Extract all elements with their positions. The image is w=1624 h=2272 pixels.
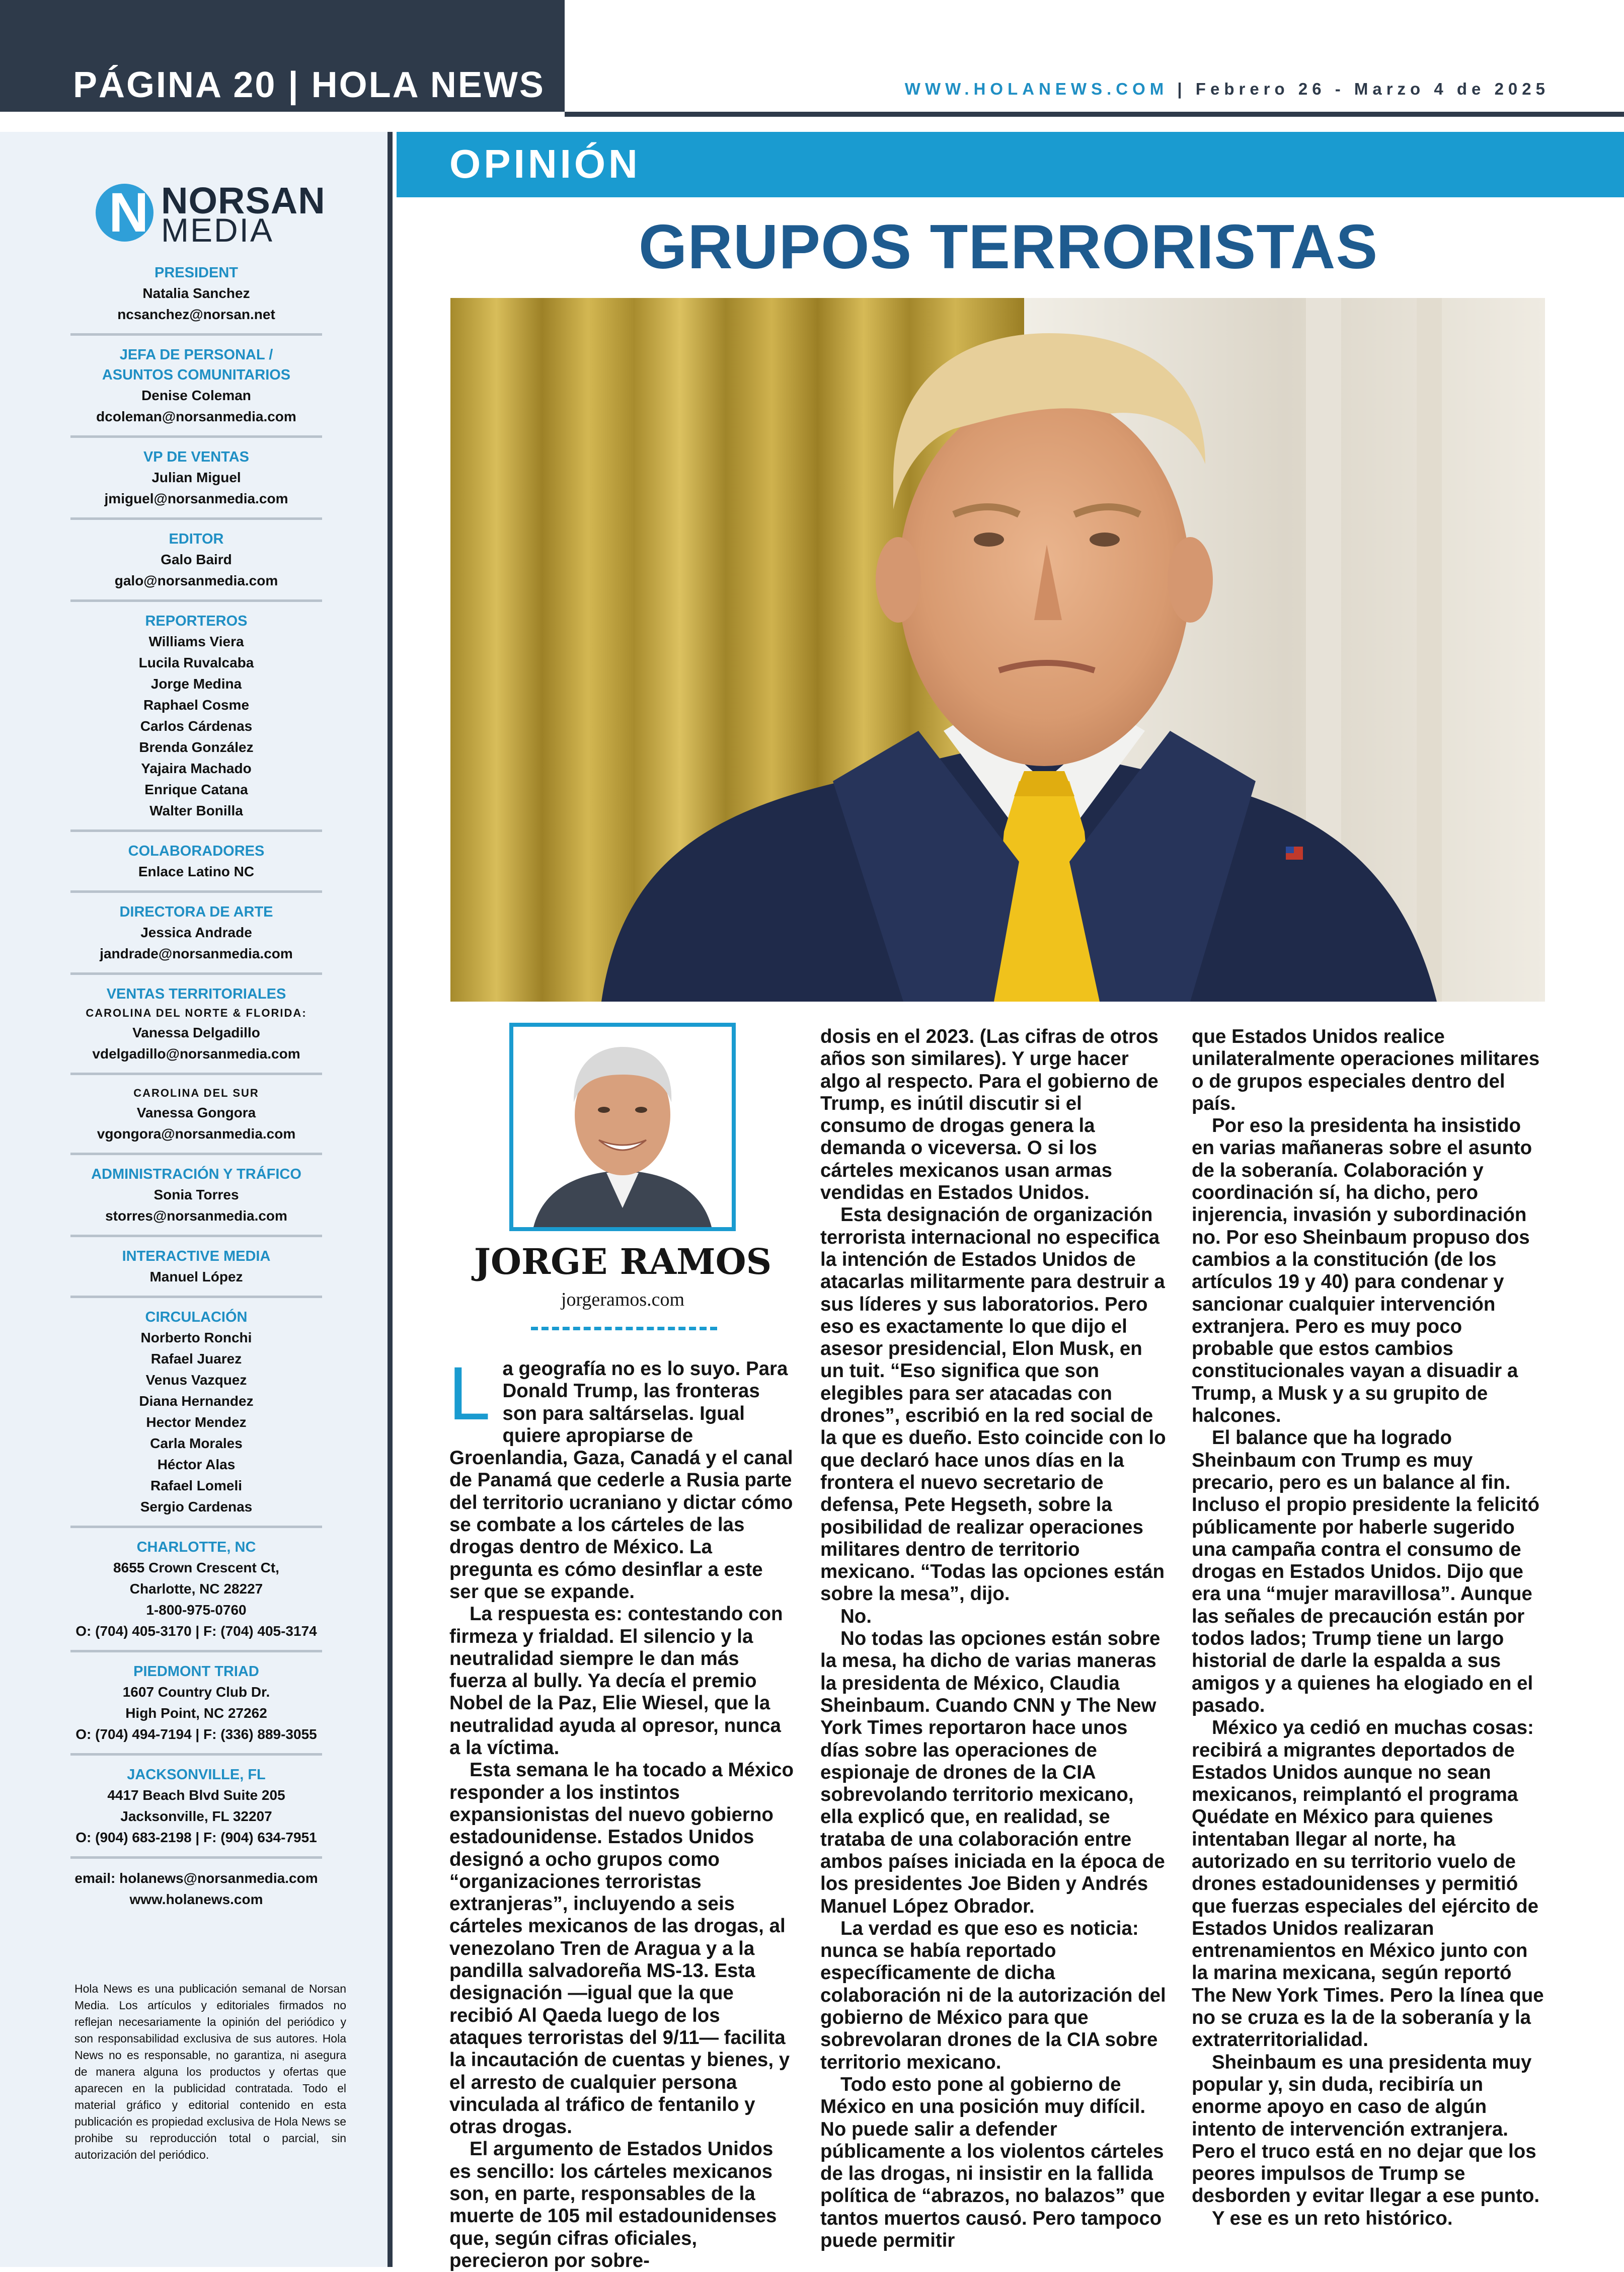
author-divider [531,1327,717,1330]
staff-email[interactable]: dcoleman@norsanmedia.com [96,409,296,424]
staff-name: Brenda González [139,739,254,755]
phone-line: O: (904) 683-2198 | F: (904) 634-7951 [75,1830,317,1845]
staff-name: Rafael Juarez [150,1351,242,1367]
staff-collaborators [70,840,322,893]
staff-email[interactable]: jmiguel@norsanmedia.com [104,491,288,506]
staff-name: Jessica Andrade [140,925,252,940]
staff-south-carolina [70,1083,322,1155]
page-label: PÁGINA 20 | HOLA NEWS [73,65,545,105]
office-piedmont [70,1660,322,1756]
staff-president [70,262,322,336]
staff-admin [70,1163,322,1237]
article-paragraph: Y ese es un reto histórico. [1212,2207,1453,2229]
staff-email[interactable]: ncsanchez@norsan.net [117,307,275,322]
article-paragraph: La respuesta es: contestando con firmeza y frialdad. El silencio y la neutralidad siempre le dan más fuerza al bully. Ya decía el premio Nobel de la Paz, Elie Wiesel, que la neutralidad ayuda al opresor, nunca a la víctima. [449,1603,783,1759]
section-sublabel: CAROLINA DEL NORTE & FLORIDA: [86,1007,307,1019]
staff-name: Williams Viera [148,634,244,649]
staff-art-director [70,901,322,975]
staff-name: Yajaira Machado [141,761,252,776]
author-name: JORGE RAMOS [474,1241,772,1282]
staff-name: Rafael Lomeli [150,1478,243,1493]
article-paragraph: No todas las opciones están sobre la mesa, ha dicho de varias maneras la presidenta de México, Claudia Sheinbaum. Cuando CNN y The New York Times reportaron hace unos días sobre las operaciones de espionaje de drones de la CIA sobrevolando territorio mexicano, ella explicó que, en realidad, se trataba de una colaboración entre ambos países iniciada en la época de los presidentes Joe Biden y Andrés Manuel López Obrador. [820,1628,1165,1917]
article-headline: GRUPOS TERRORISTAS [638,212,1378,282]
staff-name: Carla Morales [150,1435,243,1451]
section-label: CIRCULACIÓN [145,1309,248,1325]
staff-name: Norberto Ronchi [140,1330,252,1345]
header-rule [565,112,1624,117]
page-header-block [0,0,565,112]
norsan-media-logo [96,180,327,249]
article-photo [450,298,1545,1002]
staff-name: Natalia Sanchez [142,285,250,301]
section-label: PRESIDENT [154,265,238,281]
staff-name: Enlace Latino NC [138,864,255,879]
article-column-1 [448,1351,797,2271]
staff-name: Vanessa Gongora [136,1105,256,1120]
staff-name: Lucila Ruvalcaba [138,655,254,670]
staff-circulation [70,1306,322,1528]
staff-name: Diana Hernandez [139,1393,254,1409]
staff-email[interactable]: vgongora@norsanmedia.com [97,1126,296,1142]
staff-email[interactable]: vdelgadillo@norsanmedia.com [92,1046,300,1062]
section-label: REPORTEROS [145,613,248,629]
staff-editor [70,528,322,602]
staff-name: Carlos Cárdenas [140,718,253,734]
section-label: ADMINISTRACIÓN Y TRÁFICO [91,1166,301,1182]
staff-name: Hector Mendez [146,1414,247,1430]
staff-name: Raphael Cosme [143,697,250,713]
staff-name: Enrique Catana [144,782,248,797]
article-column-2 [820,1026,1170,2252]
article-column-3 [1192,1026,1544,2229]
staff-territorial-sales [70,983,322,1075]
office-jacksonville [70,1764,322,1859]
author-website[interactable]: jorgeramos.com [561,1289,685,1310]
staff-reporters [70,610,322,832]
header-website-date [905,80,1550,99]
author-portrait-illustration [513,1027,732,1227]
phone-line: 1-800-975-0760 [146,1602,247,1618]
website-link[interactable]: WWW.HOLANEWS.COM [904,80,1169,98]
section-sublabel: CAROLINA DEL SUR [133,1087,259,1099]
section-label: JACKSONVILLE, FL [127,1767,266,1783]
section-label: DIRECTORA DE ARTE [119,904,273,920]
paragraph-text: a geografía no es lo suyo. Para Donald Trump, las fronteras son para saltárselas. Igual quiere apropiarse de Groenlandia, Gaza, Canadá y el canal de Panamá que cederle a Rusia parte del territorio ucraniano y dictar cómo se combate a los cárteles de las drogas dentro de México. La pregunta es cómo desinflar a este ser que se expande. [449,1358,793,1603]
article-paragraph: El balance que ha logrado Sheinbaum con Trump es muy precario, pero es un balance al fin. Incluso el propio presidente la felicitó públicamente por haberle sugerido una campaña contra el consumo de drogas en Estados Unidos. Dijo que era una “mujer maravillosa”. Aunque las señales de precaución están por todos lados; Trump tiene un largo historial de darle la espalda a sus amigos y a quienes ha elogiado en el pasado. [1192,1427,1539,1716]
sidebar-divider [388,132,393,2267]
section-label: COLABORADORES [128,843,265,859]
address-line: Charlotte, NC 28227 [129,1581,263,1597]
phone-line: O: (704) 494-7194 | F: (336) 889-3055 [75,1726,317,1742]
section-banner [397,132,1624,197]
article-paragraph: No. [840,1605,872,1627]
staff-vp-sales [70,446,322,520]
section-label: INTERACTIVE MEDIA [122,1248,271,1264]
section-label: PIEDMONT TRIAD [133,1663,259,1680]
staff-name: Sonia Torres [153,1187,239,1202]
drop-cap: L [448,1351,491,1435]
article-paragraph [448,1351,797,1603]
section-label: VP DE VENTAS [143,449,250,465]
contact-web[interactable]: www.holanews.com [129,1891,263,1907]
staff-email[interactable]: storres@norsanmedia.com [105,1208,287,1224]
logo-brand-bottom: MEDIA [161,211,274,249]
logo-mark-letter: N [109,182,149,244]
issue-date: | Febrero 26 - Marzo 4 de 2025 [1168,80,1550,98]
staff-name: Héctor Alas [157,1457,236,1472]
address-line: 4417 Beach Blvd Suite 205 [107,1787,285,1803]
publication-disclaimer: Hola News es una publicación semanal de Norsan Media. Los artículos y editoriales firmados no reflejan necesariamente la opinión del periódico y son responsabilidad exclusiva de sus autores. Hola News no es responsable, no garantiza, ni asegura de manera alguna los productos y ofertas que aparecen en la publicidad contratada. Todo el material gráfico y editorial contenido en esta publicación es propiedad exclusiva de Hola News se prohibe su reproducción total o parcial, sin autorización del periódico. [74,1982,346,2161]
staff-name: Manuel López [149,1269,243,1284]
logo-brand-top: NORSAN [161,180,326,221]
staff-chief-of-staff [70,344,322,438]
staff-name: Venus Vazquez [145,1372,247,1388]
staff-name: Galo Baird [161,552,232,567]
article-paragraph: Todo esto pone al gobierno de México en una posición muy difícil. No puede salir a defender públicamente a los violentos cárteles de las drogas, ni insistir en la fallida política de “abrazos, no balazos” que tantos muertos causó. Pero tampoco puede permitir [820,2073,1165,2252]
staff-directory [70,262,322,1926]
section-label: VENTAS TERRITORIALES [106,986,286,1002]
article-paragraph: dosis en el 2023. (Las cifras de otros años son similares). Y urge hacer algo al respecto. Para el gobierno de Trump, es inútil discutir si el consumo de drogas genera la demanda o viceversa. O si los cárteles mexicanos usan armas vendidas en Estados Unidos. [820,1026,1158,1204]
article-paragraph: Por eso la presidenta ha insistido en varias mañaneras sobre el asunto de la soberanía. Colaboración y coordinación sí, ha dicho, pero injerencia, invasión y subordinación no. Por eso Sheinbaum propuso dos cambios a la constitución (de los artículos 19 y 40) para condenar y sancionar cualquier intervención extranjera. Pero es muy poco probable que estos cambios constitucionales vayan a disuadir a Trump, a Musk y a su grupito de halcones. [1192,1115,1532,1427]
photo-illustration [450,298,1545,1002]
address-line: Jacksonville, FL 32207 [120,1808,272,1824]
section-label: JEFA DE PERSONAL / [119,347,273,363]
address-line: 1607 Country Club Dr. [122,1684,270,1700]
section-label: EDITOR [169,531,224,547]
article-paragraph: que Estados Unidos realice unilateralmente operaciones militares o de grupos especiales dentro del país. [1192,1026,1540,1114]
section-title: OPINIÓN [449,141,641,186]
staff-name: Walter Bonilla [149,803,243,818]
contact-info [70,1867,322,1918]
office-charlotte [70,1536,322,1652]
article-paragraph: Sheinbaum es una presidenta muy popular y, sin duda, recibiría un enorme apoyo en caso de algún intento de intervención extranjera. Pero el truco está en no dejar que los peores impulsos de Trump se desborden y evitar llegar a ese punto. [1192,2051,1540,2207]
staff-interactive [70,1245,322,1298]
staff-name: Julian Miguel [151,470,241,485]
author-photo [509,1023,736,1231]
section-label: ASUNTOS COMUNITARIOS [102,367,291,383]
contact-email[interactable]: email: holanews@norsanmedia.com [74,1870,318,1886]
section-label: CHARLOTTE, NC [136,1539,256,1555]
staff-name: Vanessa Delgadillo [132,1025,260,1040]
staff-email[interactable]: galo@norsanmedia.com [114,573,278,588]
staff-name: Sergio Cardenas [140,1499,253,1514]
staff-email[interactable]: jandrade@norsanmedia.com [100,946,293,961]
phone-line: O: (704) 405-3170 | F: (704) 405-3174 [75,1623,317,1639]
article-paragraph: Esta designación de organización terrorista internacional no especifica la intención de Estados Unidos de atacarlas militarmente para destruir a sus líderes y sus laboratorios. Pero eso es exactamente lo que dijo el asesor presidencial, Elon Musk, en un tuit. “Eso significa que son elegibles para ser atacadas con drones”, escribió en la red social de la que es dueño. Esto coincide con lo que declaró hace unos días en la frontera el nuevo secretario de defensa, Pete Hegseth, sobre la posibilidad de realizar operaciones militares dentro de territorio mexicano. “Todas las opciones están sobre la mesa”, dijo. [820,1204,1166,1605]
article-paragraph: El argumento de Estados Unidos es sencillo: los cárteles mexicanos son, en parte, responsables de la muerte de 105 mil estadounidenses que, según cifras oficiales, perecieron por sobre- [449,2138,777,2271]
article-paragraph: Esta semana le ha tocado a México responder a los instintos expansionistas del nuevo gobierno estadounidense. Estados Unidos designó a ocho grupos como “organizaciones terroristas extranjeras”, incluyendo a seis cárteles mexicanos de las drogas, al venezolano Tren de Aragua y a la pandilla salvadoreña MS-13. Esta designación —igual que la que recibió Al Qaeda luego de los ataques terroristas del 9/11— facilita la incautación de cuentas y bienes, y el arresto de cualquier persona vinculada al tráfico de fentanilo y otras drogas. [449,1759,794,2138]
staff-name: Jorge Medina [150,676,242,692]
address-line: 8655 Crown Crescent Ct, [113,1560,279,1575]
address-line: High Point, NC 27262 [125,1705,267,1721]
article-paragraph: México ya cedió en muchas cosas: recibirá a migrantes deportados de Estados Unidos aunque no sean mexicanos, reimplantó el programa Quédate en México para quienes intentaban llegar al norte, ha autorizado en su territorio vuelo de drones estadounidenses y permitió que fuerzas especiales del ejército de Estados Unidos realizaran entrenamientos en México junto con la marina mexicana, según reportó The New York Times. Pero la línea que no se cruza es la de la soberanía y la extraterritorialidad. [1192,1717,1544,2051]
article-paragraph: La verdad es que eso es noticia: nunca se había reportado específicamente de dicha colaboración ni de la autorización del gobierno de México para que sobrevolaran drones de la CIA sobre territorio mexicano. [820,1917,1166,2073]
staff-name: Denise Coleman [141,388,251,403]
